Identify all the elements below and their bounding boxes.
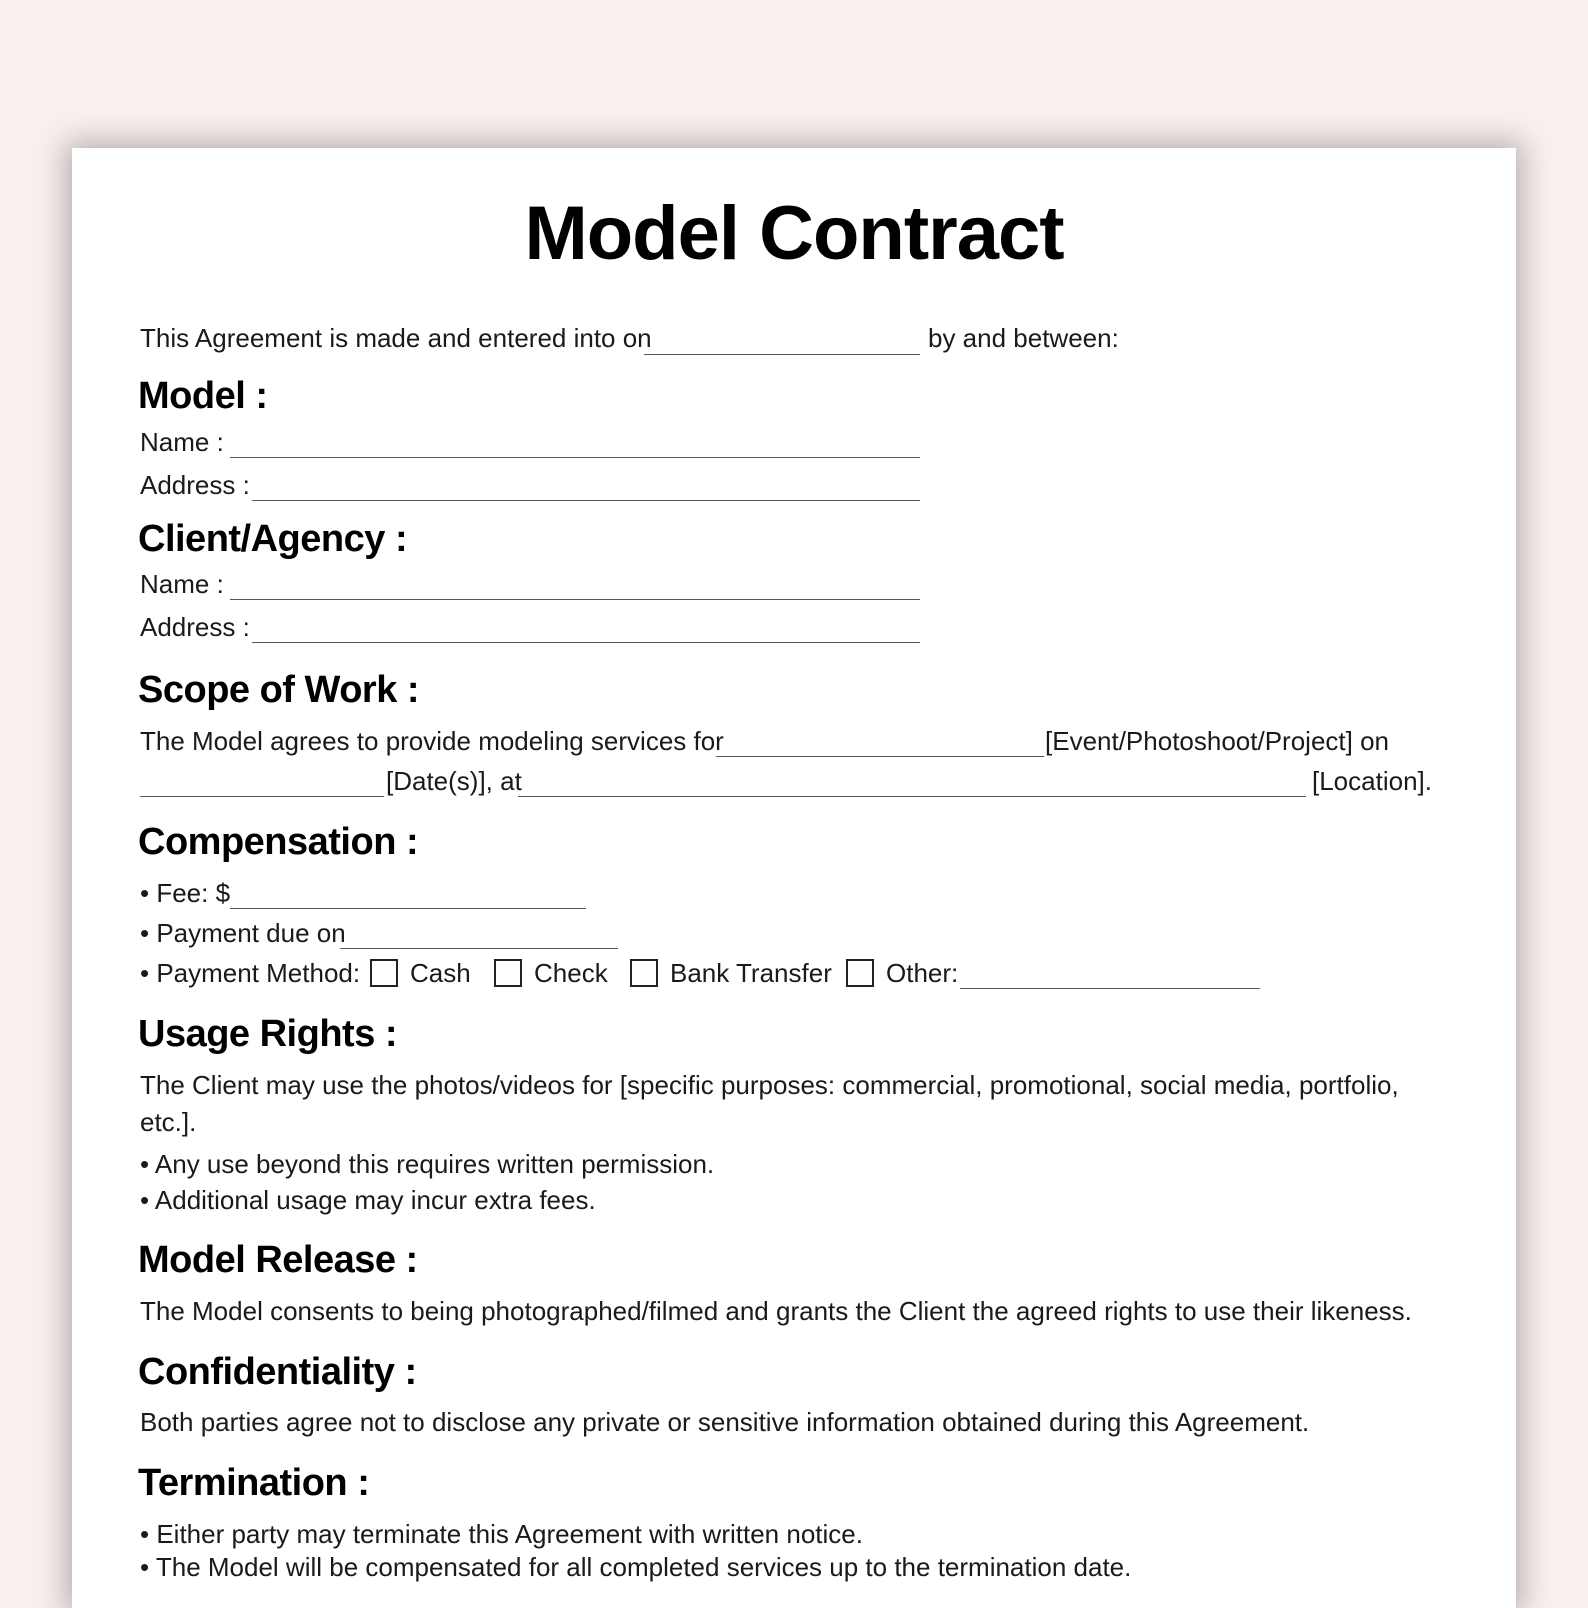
scope-event-field[interactable]	[716, 756, 1044, 757]
usage-paragraph-line-1: The Client may use the photos/videos for [specific purposes: commercial, promotional, social media, portfolio,	[140, 1070, 1399, 1100]
scope-event-suffix: [Event/Photoshoot/Project] on	[1045, 726, 1389, 756]
usage-bullet: • Additional usage may incur extra fees.	[140, 1185, 596, 1215]
cash-checkbox[interactable]	[370, 959, 398, 987]
other-payment-field[interactable]	[960, 988, 1260, 989]
agreement-date-field[interactable]	[644, 354, 920, 355]
termination-bullet: • The Model will be compensated for all completed services up to the termination date.	[140, 1552, 1132, 1582]
release-text: The Model consents to being photographed/filmed and grants the Client the agreed rights to use their likeness.	[140, 1296, 1412, 1326]
bank-transfer-checkbox[interactable]	[630, 959, 658, 987]
usage-paragraph-line-2: etc.].	[140, 1107, 197, 1137]
usage-heading: Usage Rights :	[138, 1013, 398, 1055]
document-title: Model Contract	[524, 191, 1064, 276]
other-checkbox[interactable]	[846, 959, 874, 987]
release-heading: Model Release :	[138, 1239, 418, 1281]
model-address-field[interactable]	[252, 500, 920, 501]
check-option-label: Check	[534, 958, 608, 988]
scope-date-field[interactable]	[140, 796, 384, 797]
scope-location-suffix: [Location].	[1312, 766, 1432, 796]
fee-label: • Fee: $	[140, 878, 231, 908]
termination-heading: Termination :	[138, 1462, 370, 1504]
scope-heading: Scope of Work :	[138, 669, 420, 711]
intro-suffix: by and between:	[928, 323, 1119, 353]
confidentiality-heading: Confidentiality :	[138, 1351, 417, 1393]
model-name-field[interactable]	[230, 457, 920, 458]
usage-bullet: • Any use beyond this requires written permission.	[140, 1149, 715, 1179]
model-address-label: Address :	[140, 470, 250, 500]
termination-bullet: • Either party may terminate this Agreement with written notice.	[140, 1519, 863, 1549]
scope-date-suffix: [Date(s)], at	[386, 766, 522, 796]
other-option-label: Other:	[886, 958, 959, 988]
compensation-heading: Compensation :	[138, 821, 419, 863]
fee-field[interactable]	[230, 908, 586, 909]
client-address-field[interactable]	[252, 642, 920, 643]
confidentiality-text: Both parties agree not to disclose any private or sensitive information obtained during this Agreement.	[140, 1407, 1310, 1437]
client-address-label: Address :	[140, 612, 250, 642]
payment-method-label: • Payment Method:	[140, 958, 361, 988]
payment-due-field[interactable]	[340, 948, 618, 949]
client-name-field[interactable]	[230, 599, 920, 600]
payment-due-label: • Payment due on	[140, 918, 346, 948]
contract-page	[72, 148, 1516, 1608]
check-checkbox[interactable]	[494, 959, 522, 987]
intro-text: This Agreement is made and entered into on	[140, 323, 652, 353]
scope-text: The Model agrees to provide modeling services for	[140, 726, 724, 756]
client-name-label: Name :	[140, 569, 224, 599]
model-heading: Model :	[138, 375, 268, 417]
cash-option-label: Cash	[410, 958, 471, 988]
client-heading: Client/Agency :	[138, 518, 408, 560]
bank-transfer-option-label: Bank Transfer	[670, 958, 832, 988]
model-name-label: Name :	[140, 427, 224, 457]
scope-location-field[interactable]	[518, 796, 1306, 797]
